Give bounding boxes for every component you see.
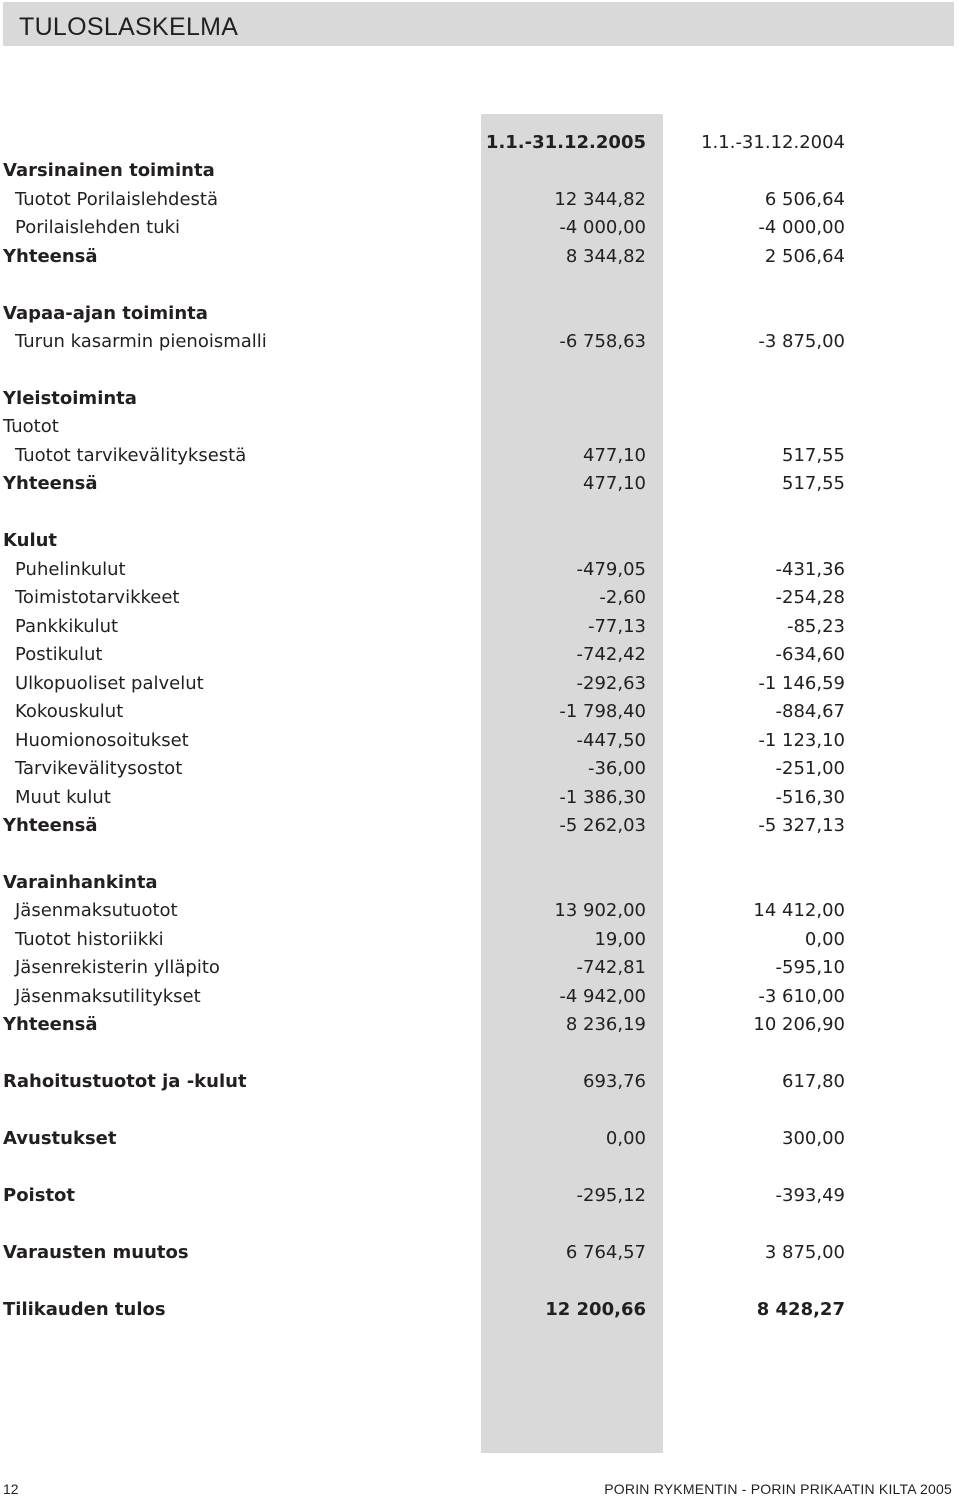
column-header-row bbox=[0, 129, 960, 157]
value-2005: -292,63 bbox=[576, 673, 646, 694]
row-label: Yhteensä bbox=[3, 815, 98, 836]
value-2005: 8 344,82 bbox=[565, 246, 646, 267]
row-label: Poistot bbox=[3, 1185, 76, 1206]
row-label: Tuotot bbox=[3, 416, 59, 437]
row-label: Postikulut bbox=[15, 644, 103, 665]
row-label: Yleistoiminta bbox=[3, 388, 137, 409]
section-varainhankinta bbox=[0, 869, 960, 897]
row-label: Vapaa-ajan toiminta bbox=[3, 303, 208, 324]
table-row bbox=[0, 641, 960, 669]
value-2005: 477,10 bbox=[583, 445, 646, 466]
value-2005: -4 000,00 bbox=[559, 217, 646, 238]
subtotal-row bbox=[0, 812, 960, 840]
row-label: Porilaislehden tuki bbox=[15, 217, 181, 238]
value-2005: -295,12 bbox=[576, 1185, 646, 1206]
value-2005: 12 344,82 bbox=[554, 189, 646, 210]
value-2005: -4 942,00 bbox=[559, 986, 646, 1007]
value-2005: -1 386,30 bbox=[559, 787, 646, 808]
column-header-2005: 1.1.-31.12.2005 bbox=[485, 132, 646, 153]
subtotal-row bbox=[0, 243, 960, 271]
row-label: Turun kasarmin pienoismalli bbox=[15, 331, 267, 352]
value-2004: 300,00 bbox=[782, 1128, 845, 1149]
row-label: Muut kulut bbox=[15, 787, 111, 808]
page-title: TULOSLASKELMA bbox=[19, 13, 239, 41]
row-poistot bbox=[0, 1182, 960, 1210]
row-label: Varausten muutos bbox=[3, 1242, 189, 1263]
subtotal-row bbox=[0, 1011, 960, 1039]
table-row bbox=[0, 926, 960, 954]
row-label: Puhelinkulut bbox=[15, 559, 126, 580]
value-2004: -393,49 bbox=[775, 1185, 845, 1206]
value-2005: -479,05 bbox=[576, 559, 646, 580]
value-2005: 6 764,57 bbox=[565, 1242, 646, 1263]
row-label: Toimistotarvikkeet bbox=[15, 587, 180, 608]
row-label: Tilikauden tulos bbox=[3, 1299, 166, 1320]
value-2004: -4 000,00 bbox=[758, 217, 845, 238]
row-label: Jäsenmaksutilitykset bbox=[15, 986, 201, 1007]
value-2004: 14 412,00 bbox=[753, 900, 845, 921]
value-2004: -1 146,59 bbox=[758, 673, 845, 694]
table-row bbox=[0, 186, 960, 214]
table-row bbox=[0, 328, 960, 356]
value-2004: 517,55 bbox=[782, 445, 845, 466]
value-2004: 3 875,00 bbox=[764, 1242, 845, 1263]
row-varausten-muutos bbox=[0, 1239, 960, 1267]
row-label: Yhteensä bbox=[3, 473, 98, 494]
value-2005: 0,00 bbox=[605, 1128, 646, 1149]
row-label: Rahoitustuotot ja -kulut bbox=[3, 1071, 247, 1092]
row-label: Avustukset bbox=[3, 1128, 117, 1149]
section-kulut bbox=[0, 527, 960, 555]
value-2005: -2,60 bbox=[599, 587, 646, 608]
row-label: Ulkopuoliset palvelut bbox=[15, 673, 204, 694]
row-label: Kulut bbox=[3, 530, 58, 551]
page-number: 12 bbox=[3, 1481, 19, 1497]
value-2004: 517,55 bbox=[782, 473, 845, 494]
value-2004: 6 506,64 bbox=[764, 189, 845, 210]
value-2005: -5 262,03 bbox=[559, 815, 646, 836]
value-2004: -431,36 bbox=[775, 559, 845, 580]
table-row bbox=[0, 698, 960, 726]
table-row bbox=[0, 784, 960, 812]
row-label: Huomionosoitukset bbox=[15, 730, 189, 751]
row-rahoitustuotot bbox=[0, 1068, 960, 1096]
value-2005: 19,00 bbox=[594, 929, 646, 950]
table-row bbox=[0, 954, 960, 982]
value-2005: 693,76 bbox=[583, 1071, 646, 1092]
table-row bbox=[0, 584, 960, 612]
value-2004: -634,60 bbox=[775, 644, 845, 665]
value-2004: -884,67 bbox=[775, 701, 845, 722]
row-tilikauden-tulos bbox=[0, 1296, 960, 1324]
value-2004: -254,28 bbox=[775, 587, 845, 608]
value-2004: -85,23 bbox=[786, 616, 845, 637]
subtotal-row bbox=[0, 470, 960, 498]
table-row bbox=[0, 983, 960, 1011]
value-2005: -742,42 bbox=[576, 644, 646, 665]
table-row bbox=[0, 727, 960, 755]
table-row bbox=[0, 556, 960, 584]
row-label: Yhteensä bbox=[3, 1014, 98, 1035]
row-label: Yhteensä bbox=[3, 246, 98, 267]
row-label: Kokouskulut bbox=[15, 701, 124, 722]
value-2004: -3 875,00 bbox=[758, 331, 845, 352]
section-yleistoiminta bbox=[0, 385, 960, 413]
value-2005: -1 798,40 bbox=[559, 701, 646, 722]
table-row bbox=[0, 613, 960, 641]
column-header-2004: 1.1.-31.12.2004 bbox=[701, 132, 845, 153]
row-label: Tarvikevälitysostot bbox=[15, 758, 183, 779]
section-vapaa-ajan-toiminta bbox=[0, 300, 960, 328]
table-row bbox=[0, 442, 960, 470]
value-2004: -251,00 bbox=[775, 758, 845, 779]
value-2005: -447,50 bbox=[576, 730, 646, 751]
value-2005: 8 236,19 bbox=[565, 1014, 646, 1035]
value-2004: 617,80 bbox=[782, 1071, 845, 1092]
section-varsinainen-toiminta bbox=[0, 157, 960, 185]
value-2005: 477,10 bbox=[583, 473, 646, 494]
row-label: Pankkikulut bbox=[15, 616, 119, 637]
value-2004: -3 610,00 bbox=[758, 986, 845, 1007]
row-label: Varainhankinta bbox=[3, 872, 158, 893]
value-2004: 0,00 bbox=[804, 929, 845, 950]
footer-organization: PORIN RYKMENTIN - PORIN PRIKAATIN KILTA 2005 bbox=[604, 1481, 952, 1497]
value-2004: -595,10 bbox=[775, 957, 845, 978]
value-2004: 8 428,27 bbox=[756, 1299, 845, 1320]
value-2005: 13 902,00 bbox=[554, 900, 646, 921]
row-label: Jäsenmaksutuotot bbox=[15, 900, 178, 921]
table-row bbox=[0, 214, 960, 242]
table-row bbox=[0, 670, 960, 698]
table-row bbox=[0, 755, 960, 783]
value-2004: 10 206,90 bbox=[753, 1014, 845, 1035]
row-label: Tuotot tarvikevälityksestä bbox=[15, 445, 247, 466]
value-2005: -77,13 bbox=[587, 616, 646, 637]
title-bar bbox=[3, 2, 954, 46]
value-2005: -36,00 bbox=[587, 758, 646, 779]
table-row bbox=[0, 897, 960, 925]
row-label: Jäsenrekisterin ylläpito bbox=[15, 957, 220, 978]
row-label: Varsinainen toiminta bbox=[3, 160, 215, 181]
value-2004: -516,30 bbox=[775, 787, 845, 808]
row-avustukset bbox=[0, 1125, 960, 1153]
row-label: Tuotot historiikki bbox=[15, 929, 164, 950]
value-2004: -5 327,13 bbox=[758, 815, 845, 836]
value-2004: -1 123,10 bbox=[758, 730, 845, 751]
value-2005: -6 758,63 bbox=[559, 331, 646, 352]
subsection-tuotot bbox=[0, 413, 960, 441]
value-2004: 2 506,64 bbox=[764, 246, 845, 267]
value-2005: -742,81 bbox=[576, 957, 646, 978]
value-2005: 12 200,66 bbox=[545, 1299, 646, 1320]
row-label: Tuotot Porilaislehdestä bbox=[15, 189, 219, 210]
